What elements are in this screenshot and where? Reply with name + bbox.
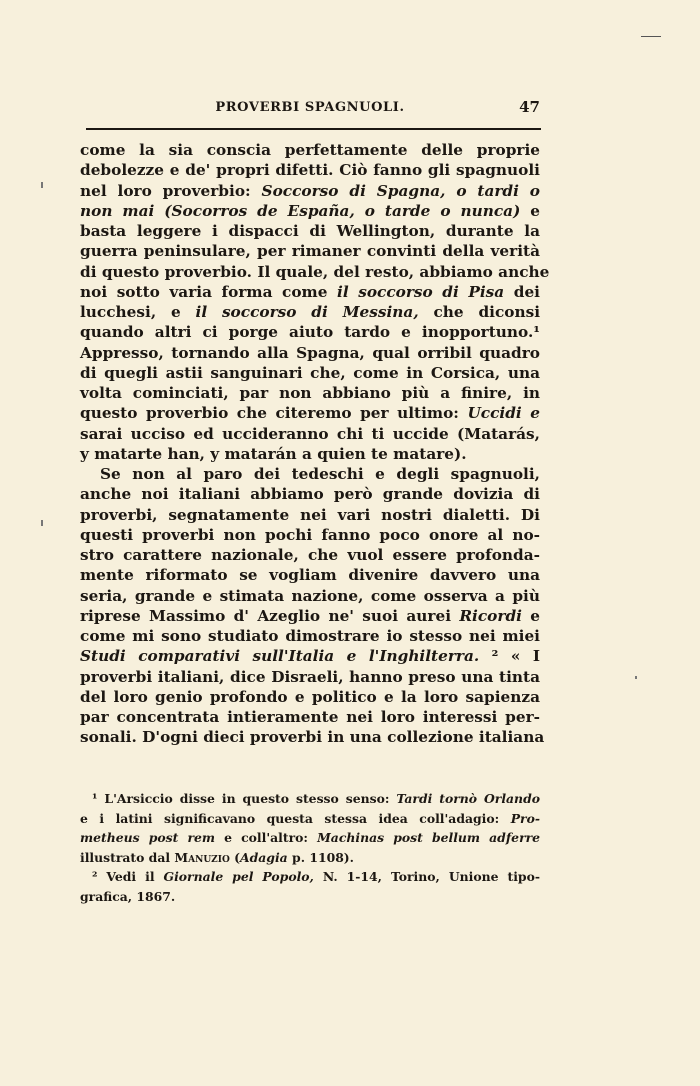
footnote-line: ² Vedi il Giornale pel Popolo, N. 1-14, Torino, Unione tipo-: [92, 869, 540, 884]
text-line: seria, grande e stimata nazione, come osserva a più: [80, 586, 540, 605]
text-line: sonali. D'ogni dieci proverbi in una collezione italiana: [80, 728, 545, 747]
text-line: proverbi italiani, dice Disraeli, hanno preso una tinta: [80, 667, 540, 686]
running-header: [80, 100, 540, 122]
margin-mark: [641, 36, 661, 37]
text-line: Se non al paro dei tedeschi e degli spagnuoli,: [100, 465, 540, 483]
text-line: di questo proverbio. Il quale, del resto, abbiamo anche: [80, 262, 550, 281]
text-line: non mai (Socorros de España, o tarde o nunca) e: [80, 201, 541, 220]
page-number: 47: [519, 98, 540, 116]
margin-speck: [41, 182, 43, 188]
text-line: noi sotto varia forma come il soccorso di Pisa dei: [80, 282, 540, 301]
text-line: questo proverbio che citeremo per ultimo: Uccidi e: [80, 404, 540, 423]
footnote-line: illustrato dal Manuzio (Adagia p. 1108).: [80, 849, 354, 865]
text-line: stro carattere nazionale, che vuol essere profonda-: [80, 546, 540, 564]
margin-speck: [41, 520, 43, 526]
text-line: y matarte han, y matarán a quien te matare).: [80, 444, 467, 463]
text-line: proverbi, segnatamente nei vari nostri dialetti. Di: [80, 505, 540, 524]
text-line: lucchesi, e il soccorso di Messina, che diconsi: [80, 303, 541, 321]
footnote-line: ¹ L'Arsiccio disse in questo stesso senso: Tardi tornò Orlando: [92, 791, 540, 806]
margin-speck: [635, 676, 637, 679]
text-line: mente riformato se vogliam divenire davvero una: [80, 566, 540, 585]
running-title: PROVERBI SPAGNUOLI.: [215, 100, 405, 115]
text-line: questi proverbi non pochi fanno poco onore al no-: [80, 525, 540, 544]
footnote-line: e i latini significavano questa stessa idea coll'adagio: Pro-: [80, 810, 540, 826]
text-line: del loro genio profondo e politico e la loro sapienza: [80, 687, 540, 706]
footnotes: [80, 789, 540, 906]
text-line: quando altri ci porge aiuto tardo e inopportuno.¹: [80, 323, 540, 342]
text-line: basta leggere i dispacci di Wellington, durante la: [80, 222, 540, 240]
text-line: debolezze e de' propri difetti. Ciò fanno gli spagnuoli: [80, 161, 540, 180]
text-line: par concentrata intieramente nei loro interessi per-: [80, 708, 540, 726]
text-line: di quegli astii sanguinari che, come in Corsica, una: [80, 363, 540, 382]
header-rule: [86, 128, 541, 130]
text-line: Studi comparativi sull'Italia e l'Inghilterra. ² « I: [80, 647, 540, 666]
text-line: come la sia conscia perfettamente delle proprie: [80, 141, 540, 159]
footnote-line: metheus post rem e coll'altro: Machinas post bellum adferre: [80, 830, 541, 845]
text-line: Appresso, tornando alla Spagna, qual orribil quadro: [80, 343, 540, 362]
text-line: volta cominciati, par non abbiano più a finire, in: [80, 384, 540, 402]
text-line: riprese Massimo d' Azeglio ne' suoi aurei Ricordi e: [80, 606, 541, 625]
text-line: anche noi italiani abbiamo però grande dovizia di: [80, 485, 540, 504]
text-line: nel loro proverbio: Soccorso di Spagna, o tardi o: [80, 181, 540, 200]
body-text: [80, 140, 550, 748]
text-line: come mi sono studiato dimostrare io stesso nei miei: [80, 627, 540, 645]
text-line: sarai ucciso ed ucciderannо chi ti uccide (Matarás,: [80, 424, 540, 443]
footnote-line: grafica, 1867.: [80, 888, 176, 904]
text-line: guerra peninsulare, per rimaner convinti della verità: [80, 242, 540, 261]
